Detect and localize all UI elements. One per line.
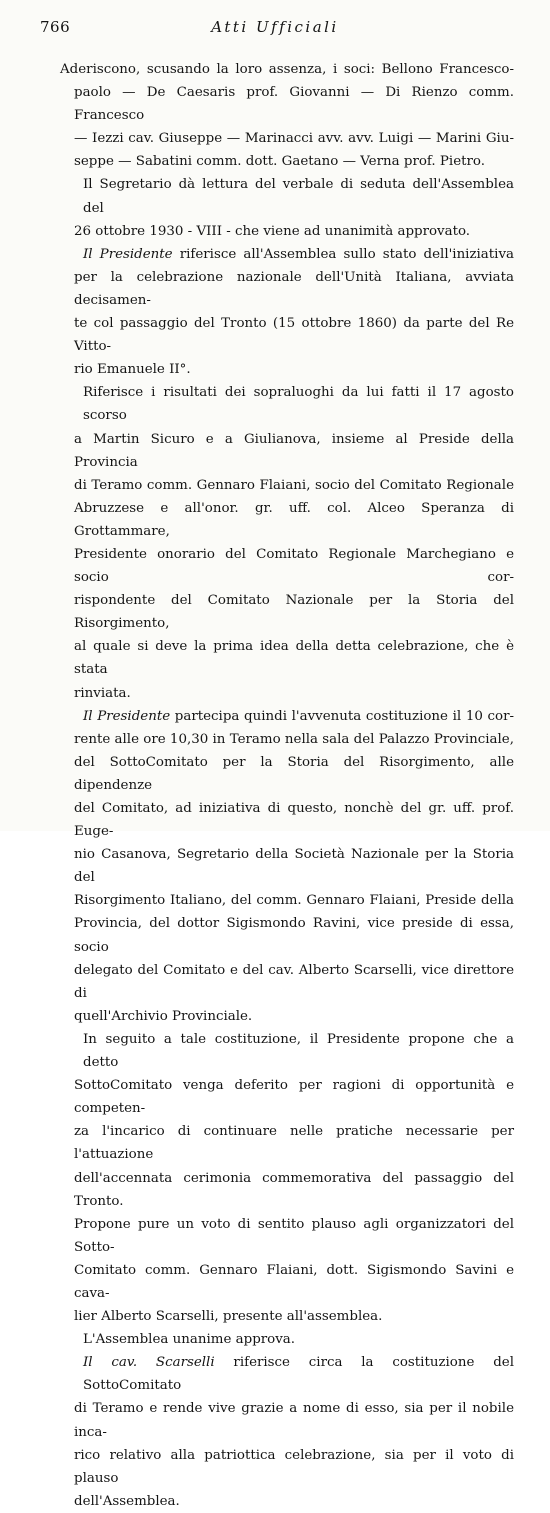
line-text: Risorgimento Italiano, del comm. Gennaro Flaiani, Preside della [74,893,514,909]
line-text: In seguito a tale costituzione, il Presidente propone che a detto [83,1031,514,1071]
line-text: Presidente onorario del Comitato Regionale Marchegiano e socio cor- [74,546,514,586]
line-text: seppe — Sabatini comm. dott. Gaetano — Verna prof. Pietro. [74,154,485,170]
running-title: Atti Ufficiali [211,18,339,36]
text-line [74,243,514,266]
text-line [74,1305,514,1328]
text-line [74,889,514,912]
text-line [74,358,514,381]
line-text: di Teramo comm. Gennaro Flaiani, socio del Comitato Regionale [74,477,514,493]
line-text: za l'incarico di continuare nelle pratiche necessarie per l'attuazione [74,1124,514,1163]
line-text: dell'Assemblea. [74,1493,180,1509]
line-text: rinviata. [74,685,131,701]
line-text: rente alle ore 10,30 in Teramo nella sala del Palazzo Provinciale, [74,731,514,747]
line-text: quell'Archivio Provinciale. [74,1008,253,1024]
text-line [74,173,514,219]
line-text: — Iezzi cav. Giuseppe — Marinacci avv. avv. Luigi — Marini Giu- [74,131,514,147]
text-line [74,150,514,173]
line-text: riferisce circa la costituzione del SottoComitato [83,1355,514,1394]
line-text: del SottoComitato per la Storia del Risorgimento, alle dipendenze [74,754,514,793]
text-line [74,1397,514,1443]
line-text: al quale si deve la prima idea della detta celebrazione, che è stata [74,639,514,678]
text-line [74,1213,514,1259]
text-line [74,797,514,843]
line-text: per la celebrazione nazionale dell'Unità Italiana, avviata decisamen- [74,269,514,308]
text-line [74,682,514,705]
page-header [40,18,510,40]
text-line [74,381,514,427]
text-line [74,127,514,150]
line-text: 26 ottobre 1930 - VIII - che viene ad unanimità approvato. [74,223,471,239]
line-text: riferisce all'Assemblea sullo stato dell'iniziativa [172,246,515,262]
text-line [74,1005,514,1028]
text-line [74,1028,514,1074]
text-line [74,1120,514,1166]
line-text: del Comitato, ad iniziativa di questo, nonchè del gr. uff. prof. Euge- [74,801,514,840]
speaker-lead: Il cav. Scarselli [83,1355,215,1371]
line-text: SottoComitato venga deferito per ragioni di opportunità e competen- [74,1078,514,1117]
line-text: partecipa quindi l'avvenuta costituzione il 10 cor- [170,708,514,724]
text-line [74,728,514,751]
line-text: a Martin Sicuro e a Giulianova, insieme al Preside della Provincia [74,431,514,470]
speaker-lead: Il Presidente [83,708,171,724]
text-line [74,428,514,474]
text-line [74,1074,514,1120]
line-text: Comitato comm. Gennaro Flaiani, dott. Sigismondo Savini e cava- [74,1262,514,1301]
text-line [74,1259,514,1305]
text-line [74,635,514,681]
line-text: rico relativo alla patriottica celebrazione, sia per il voto di plauso [74,1447,514,1486]
line-text: rio Emanuele II°. [74,362,191,378]
line-text: Il Segretario dà lettura del verbale di seduta dell'Assemblea del [83,177,514,216]
line-text: rispondente del Comitato Nazionale per la Storia del Risorgimento, [74,593,514,632]
text-line [74,959,514,1005]
text-line [74,474,514,497]
line-text: Aderiscono, scusando la loro assenza, i soci: Bellono Francesco- [60,62,514,77]
text-line [74,843,514,889]
text-line [74,312,514,358]
page-number: 766 [40,18,71,36]
line-text: delegato del Comitato e del cav. Alberto Scarselli, vice direttore di [74,962,514,1001]
text-line [74,1328,514,1351]
text-line [74,751,514,797]
text-line [74,1444,514,1490]
text-line [74,912,514,958]
text-line [74,705,514,728]
text-line [74,589,514,635]
body-text [60,58,515,1513]
line-text: lier Alberto Scarselli, presente all'assemblea. [74,1309,383,1325]
text-line [74,1167,514,1213]
line-text: L'Assemblea unanime approva. [83,1332,296,1348]
text-line [74,543,514,589]
line-text: di Teramo e rende vive grazie a nome di esso, sia per il nobile inca- [74,1401,514,1440]
line-text: dell'accennata cerimonia commemorativa del passaggio del Tronto. [74,1170,514,1209]
text-line [74,1351,514,1397]
text-line [51,58,514,81]
text-line [74,81,514,127]
text-line [74,266,514,312]
line-text: Provincia, del dottor Sigismondo Ravini, vice preside di essa, socio [74,916,514,955]
line-text: te col passaggio del Tronto (15 ottobre 1860) da parte del Re Vitto- [74,316,514,355]
text-line [74,497,514,543]
line-text: Riferisce i risultati dei sopraluoghi da lui fatti il 17 agosto scorso [83,385,514,424]
line-text: nio Casanova, Segretario della Società Nazionale per la Storia del [74,847,514,886]
speaker-lead: Il Presidente [83,246,173,262]
line-text: Abruzzese e all'onor. gr. uff. col. Alceo Speranza di Grottammare, [74,500,514,539]
text-line [74,1490,514,1513]
line-text: Propone pure un voto di sentito plauso agli organizzatori del Sotto- [74,1216,514,1255]
text-line [74,220,514,243]
line-text: paolo — De Caesaris prof. Giovanni — Di Rienzo comm. Francesco [74,85,514,124]
